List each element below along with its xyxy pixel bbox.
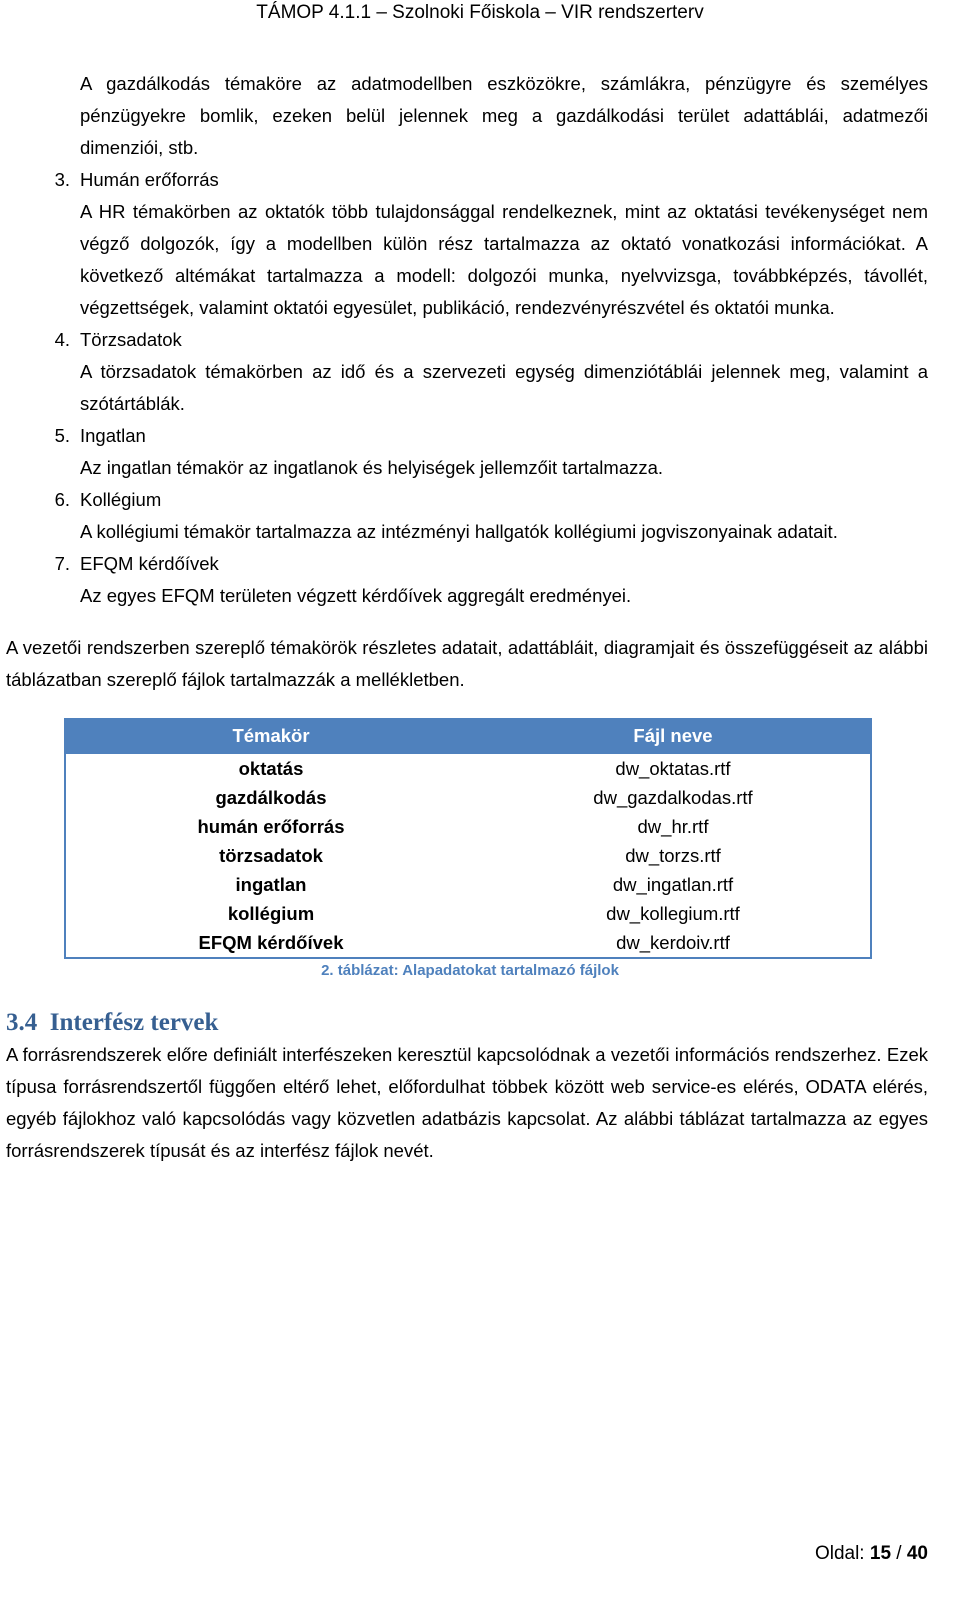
files-table [64,718,872,959]
page-label: Oldal: [814,1543,870,1564]
list-item-number: 6. [54,489,70,510]
table-caption: 2. táblázat: Alapadatokat tartalmazó fájlok [321,962,619,979]
topic-cell: EFQM kérdőívek [198,932,344,953]
list-item-text: A kollégiumi témakör tartalmazza az intézményi hallgatók kollégiumi jogviszonyainak adatait. [80,521,838,542]
list-item-number: 4. [54,329,70,350]
topic-cell: törzsadatok [219,845,323,866]
filename-cell: dw_gazdalkodas.rtf [593,787,753,808]
column-header-topic: Témakör [65,719,476,753]
list-item-title: EFQM kérdőívek [80,553,219,574]
table-row [65,870,871,899]
list-item-number: 5. [54,425,70,446]
summary-paragraph: A vezetői rendszerben szereplő témakörök részletes adatait, adattábláit, diagramjait és összefüggéseit az alábbi táblázatban szereplő fájlok tartalmazzák a mellékletben. [6,637,928,690]
filename-cell: dw_kerdoiv.rtf [616,932,730,953]
section-heading: 3.4 Interfész tervek [6,1009,219,1036]
list-item-text: Az egyes EFQM területen végzett kérdőívek aggregált eredményei. [80,585,632,606]
page-content [6,68,928,1167]
list-item-number: 7. [54,553,70,574]
topic-cell: gazdálkodás [215,787,327,808]
list-item [6,484,928,548]
table-row [65,783,871,812]
list-item-text: A HR témakörben az oktatók több tulajdonsággal rendelkeznek, mint az oktatási tevékenységet nem végző dolgozók, így a modellben külön rész tartalmazza az oktató vonatkozási információkat. A következő altémákat tartalmazza a modell: dolgozói munka, nyelvvizsga, továbbképzés, távollét, végzettségek, valamint oktatói egyesület, publikáció, rendezvényrészvétel és oktatói munka. [80,201,928,318]
topic-cell: ingatlan [235,874,307,895]
total-pages-number: 40 [906,1543,928,1564]
table-row [65,812,871,841]
list-item [6,324,928,420]
page-separator: / [891,1543,907,1564]
current-page-number: 15 [869,1543,892,1564]
list-item-title: Kollégium [80,489,162,510]
files-table-wrapper [64,718,872,981]
filename-cell: dw_ingatlan.rtf [612,874,734,895]
list-item [6,420,928,484]
table-header-row [65,719,871,753]
intro-continuation: A gazdálkodás témaköre az adatmodellben eszközökre, számlákra, pénzügyre és személyes pénzügyekre bomlik, ezeken belül jelennek meg a gazdálkodási terület adattáblái, adatmezői dimenziói, stb. [80,73,928,158]
filename-cell: dw_hr.rtf [637,816,709,837]
list-item-text: Az ingatlan témakör az ingatlanok és helyiségek jellemzőit tartalmazza. [80,457,664,478]
table-row [65,928,871,958]
topic-cell: kollégium [227,903,315,924]
column-header-filename: Fájl neve [476,719,871,753]
filename-cell: dw_oktatas.rtf [615,758,731,779]
topic-list [6,164,928,612]
table-row [65,841,871,870]
page-header: TÁMOP 4.1.1 – Szolnoki Főiskola – VIR rendszerterv [256,2,704,23]
list-item-number: 3. [54,169,70,190]
section-text: A forrásrendszerek előre definiált interfészeken keresztül kapcsolódnak a vezetői információs rendszerhez. Ezek típusa forrásrendszertől függően eltérő lehet, előfordulhat többek között web service-es elérés, ODATA elérés, egyéb fájlokhoz való kapcsolódás vagy közvetlen adatbázis kapcsolat. Az alábbi táblázat tartalmazza az egyes forrásrendszerek típusát és az interfész fájlok nevét. [6,1044,928,1161]
table-row [65,753,871,783]
list-item-title: Ingatlan [80,425,146,446]
table-row [65,899,871,928]
filename-cell: dw_kollegium.rtf [606,903,740,924]
list-item [6,548,928,612]
topic-cell: oktatás [238,758,304,779]
list-item-title: Humán erőforrás [80,169,219,190]
page-footer [815,1541,928,1567]
topic-cell: humán erőforrás [197,816,345,837]
list-item [6,164,928,324]
list-item-title: Törzsadatok [80,329,182,350]
list-item-text: A törzsadatok témakörben az idő és a szervezeti egység dimenziótáblái jelennek meg, valamint a szótártáblák. [80,361,928,414]
filename-cell: dw_torzs.rtf [625,845,721,866]
